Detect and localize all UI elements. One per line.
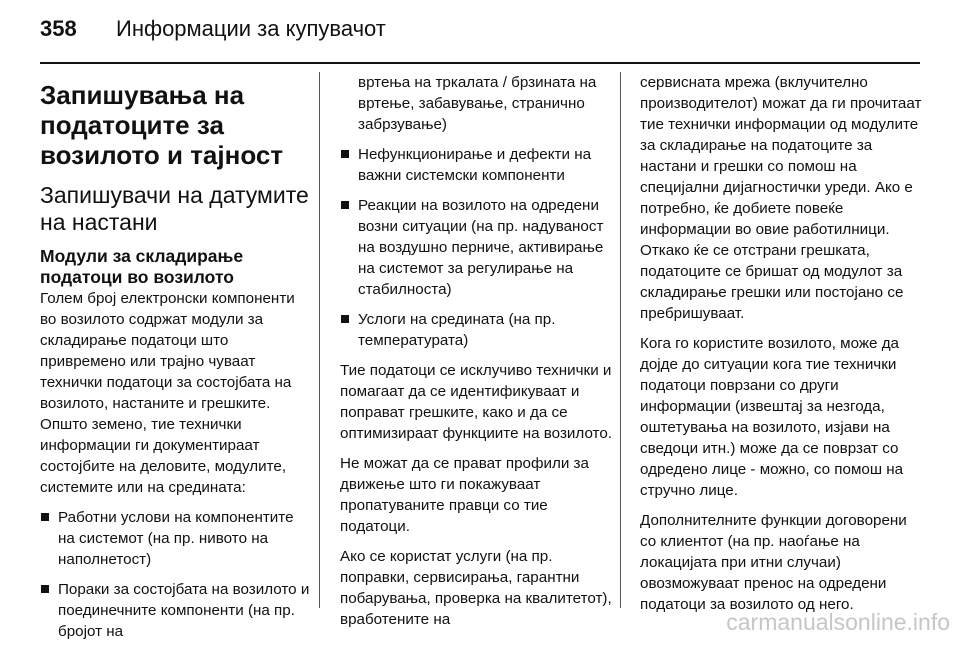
subsubsection-heading: Модули за складирање податоци во возилото [40, 246, 244, 287]
column-divider-1 [319, 72, 320, 608]
bullet-square-icon [341, 150, 349, 158]
watermark: carmanualsonline.info [726, 609, 950, 635]
paragraph: Не можат да се прават профили за движење што ги покажуваат пропатуваните правци со тие податоци. [340, 455, 589, 535]
section-heading: Запишувања на податоците за возилото и тајност [40, 80, 284, 170]
list-item [40, 579, 312, 642]
list-item-text: вртења на тркалата / брзината на вртење, забавување, странично забрзување) [358, 74, 597, 133]
column-1 [40, 72, 312, 651]
paragraph: Дополнителните функции договорени со клиентот (на пр. наоѓање на локацијата при итни случаи) овозможуваат пренос на одредени податоци за возилото од него. [640, 512, 907, 613]
list-item-text: Нефункционирање и дефекти на важни системски компоненти [358, 146, 592, 184]
bullet-list [40, 507, 312, 642]
header-rule [40, 62, 920, 64]
paragraph: Ако се користат услуги (на пр. поправки, сервисирања, гарантни побарувања, проверка на квалитетот), вработените на [340, 548, 612, 628]
list-item-continued [340, 72, 612, 135]
page-title: Информации за купувачот [116, 16, 386, 41]
page-number: 358 [40, 16, 77, 41]
list-item-text: Услоги на средината (на пр. температурата) [358, 311, 556, 349]
bullet-square-icon [41, 585, 49, 593]
paragraph: сервисната мрежа (вклучително производителот) можат да ги прочитаат тие технички информации од модулите за складирање на податоците за настани и грешки со помош на специјални дијагностички уреди. Ако е потребно, ќе добиете повеќе информации во овие работилници. Откако ќе се отстрани грешката, податоците се бришат од модулот за складирање грешки или постојано се пребришуваат. [640, 74, 922, 322]
list-item [340, 309, 612, 351]
list-item-text: Реакции на возилото на одредени возни ситуации (на пр. надуваност на воздушно перниче, активирање на системот за регулирање на стабилноста) [358, 197, 604, 298]
paragraph: Голем број електронски компоненти во возилото содржат модули за складирање податоци што привремено или трајно чуваат технички податоци за состојбата на возилото, настаните и грешките. Општо земено, тие технички информации ги документираат состојбите на деловите, модулите, системите или на средината: [40, 290, 295, 496]
bullet-square-icon [41, 513, 49, 521]
list-item [340, 144, 612, 186]
list-item-text: Работни услови на компонентите на системот (на пр. нивото на наполнетост) [58, 509, 294, 568]
column-divider-2 [620, 72, 621, 608]
page-header [40, 16, 920, 42]
column-3 [640, 72, 922, 624]
list-item-text: Пораки за состојбата на возилото и поединечните компоненти (на пр. бројот на [58, 581, 310, 640]
column-2 [340, 72, 612, 639]
bullet-square-icon [341, 315, 349, 323]
bullet-square-icon [341, 201, 349, 209]
bullet-list [340, 72, 612, 351]
list-item [340, 195, 612, 300]
paragraph: Кога го користите возилото, може да дојде до ситуации кога тие технички податоци поврзани со други информации (извештај за незгода, оштетувања на возилото, изјави на сведоци итн.) може да се поврзат со одредено лице - можно, со помош на стручно лице. [640, 335, 904, 499]
subsection-heading: Запишувачи на датумите на настани [40, 182, 309, 235]
list-item [40, 507, 312, 570]
paragraph: Тие податоци се исклучиво технички и помагаат да се идентификуваат и поправат грешките, како и да се оптимизираат функциите на возилото. [340, 362, 613, 442]
